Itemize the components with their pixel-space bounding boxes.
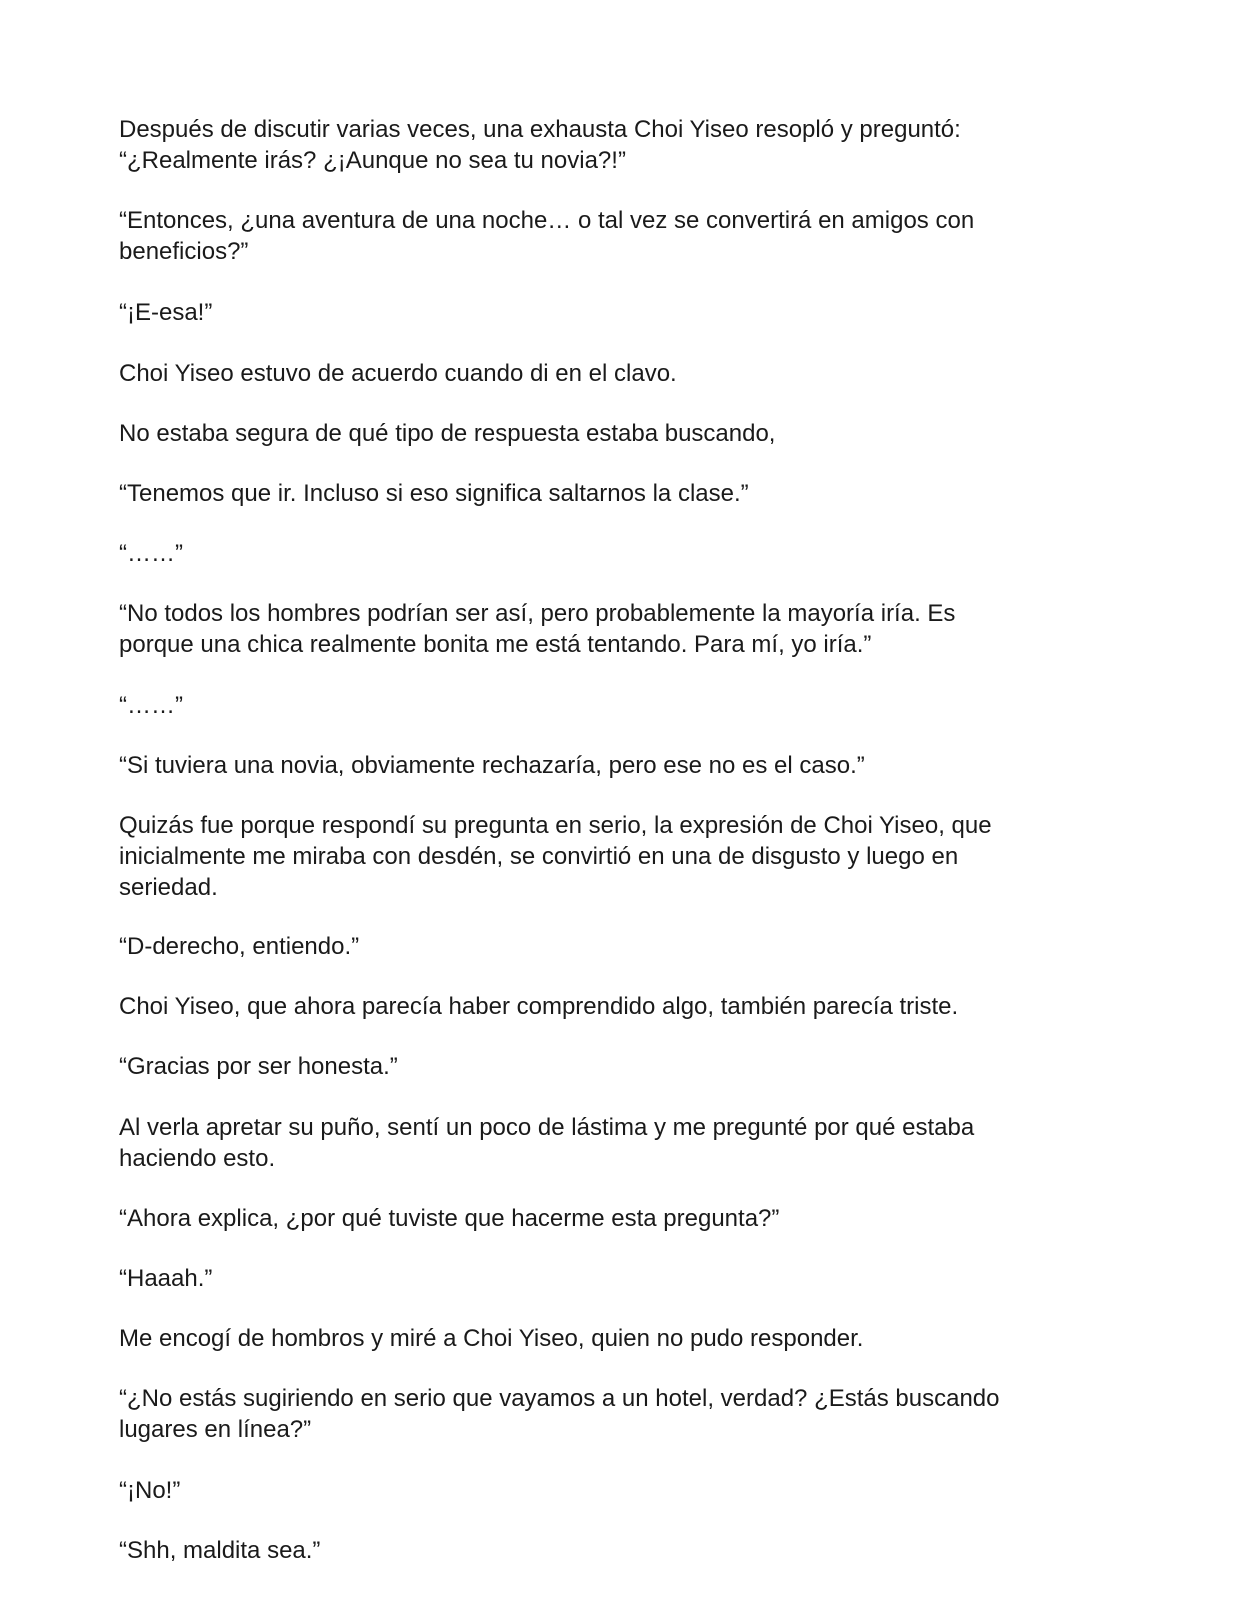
paragraph-7: “……”	[119, 540, 183, 567]
paragraph-17: “Haaah.”	[119, 1265, 213, 1292]
paragraph-12: “D-derecho, entiendo.”	[119, 933, 360, 960]
paragraph-11: Quizás fue porque respondí su pregunta en serio, la expresión de Choi Yiseo, que inicialmente me miraba con desdén, se convirtió en una de disgusto y luego en seriedad.	[119, 812, 992, 901]
paragraph-14: “Gracias por ser honesta.”	[119, 1053, 398, 1080]
paragraph-6: “Tenemos que ir. Incluso si eso significa saltarnos la clase.”	[119, 480, 749, 507]
paragraph-16: “Ahora explica, ¿por qué tuviste que hacerme esta pregunta?”	[119, 1205, 780, 1232]
paragraph-19: “¿No estás sugiriendo en serio que vayamos a un hotel, verdad? ¿Estás buscando lugares en línea?”	[119, 1385, 1000, 1443]
paragraph-3: “¡E-esa!”	[119, 299, 213, 326]
paragraph-1: Después de discutir varias veces, una exhausta Choi Yiseo resopló y preguntó: “¿Realmente irás? ¿¡Aunque no sea tu novia?!”	[119, 116, 961, 174]
paragraph-15: Al verla apretar su puño, sentí un poco de lástima y me pregunté por qué estaba haciendo esto.	[119, 1114, 975, 1172]
paragraph-18: Me encogí de hombros y miré a Choi Yiseo, quien no pudo responder.	[119, 1325, 864, 1352]
paragraph-10: “Si tuviera una novia, obviamente rechazaría, pero ese no es el caso.”	[119, 752, 865, 779]
paragraph-21: “Shh, maldita sea.”	[119, 1537, 321, 1564]
paragraph-13: Choi Yiseo, que ahora parecía haber comprendido algo, también parecía triste.	[119, 993, 959, 1020]
paragraph-9: “……”	[119, 692, 183, 719]
paragraph-4: Choi Yiseo estuvo de acuerdo cuando di en el clavo.	[119, 360, 677, 387]
paragraph-5: No estaba segura de qué tipo de respuesta estaba buscando,	[119, 420, 776, 447]
paragraph-20: “¡No!”	[119, 1477, 181, 1504]
paragraph-8: “No todos los hombres podrían ser así, pero probablemente la mayoría iría. Es porque una chica realmente bonita me está tentando. Para mí, yo iría.”	[119, 600, 956, 658]
paragraph-2: “Entonces, ¿una aventura de una noche… o tal vez se convertirá en amigos con beneficios?”	[119, 207, 975, 265]
